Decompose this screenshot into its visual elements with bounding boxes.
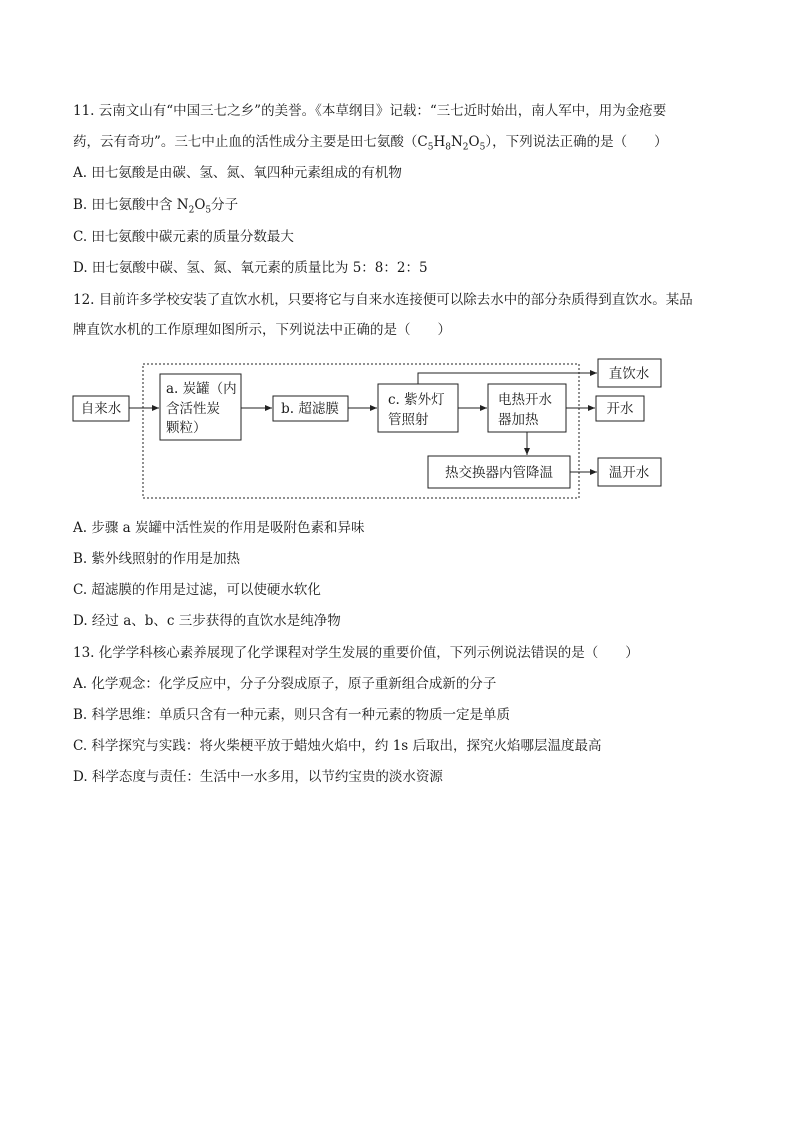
formula-subscript: 5: [479, 142, 486, 153]
option-text: B. 田七氨酸中含 N: [73, 197, 189, 213]
boiled-water-label: 开水: [606, 401, 634, 417]
q11-option-a: A. 田七氨酸是由碳、氢、氮、氧四种元素组成的有机物: [73, 165, 402, 181]
formula-subscript: 8: [445, 142, 451, 153]
formula-subscript: 2: [462, 142, 469, 153]
q11-stem-text: 药，云有奇功”。三七中止血的活性成分主要是田七氨酸（C: [73, 134, 428, 150]
direct-water-label: 直饮水: [608, 366, 650, 382]
electric-heater-label-2: 器加热: [498, 412, 539, 428]
uv-lamp-label-2: 管照射: [388, 412, 429, 428]
formula-subscript: 5: [205, 205, 212, 216]
q11-stem-text-end: ），下列说法正确的是（ ）: [485, 134, 668, 150]
q12-option-c: C. 超滤膜的作用是过滤，可以使硬水软化: [73, 582, 321, 598]
q13-option-a: A. 化学观念：化学反应中，分子分裂成原子，原子重新组合成新的分子: [73, 676, 497, 692]
q11-option-d: D. 田七氨酸中碳、氢、氮、氧元素的质量比为 5：8：2：5: [73, 260, 428, 276]
q11-stem-line1: 11. 云南文山有“中国三七之乡”的美誉。《本草纲目》记载：“三七近时始出，南人军中，用为金疮要: [73, 103, 667, 119]
formula-element: H: [433, 134, 446, 150]
formula-subscript: 2: [188, 205, 195, 216]
q12-option-b: B. 紫外线照射的作用是加热: [73, 551, 241, 567]
arrow-uv-to-direct: [418, 373, 597, 384]
q13-option-b: B. 科学思维：单质只含有一种元素，则只含有一种元素的物质一定是单质: [73, 707, 511, 723]
q13-option-d: D. 科学态度与责任：生活中一水多用，以节约宝贵的淡水资源: [73, 769, 443, 785]
q12-option-d: D. 经过 a、b、c 三步获得的直饮水是纯净物: [73, 613, 341, 629]
ultrafiltration-label: b. 超滤膜: [281, 401, 339, 417]
carbon-tank-label-3: 颗粒）: [166, 420, 207, 436]
q13-option-c: C. 科学探究与实践：将火柴梗平放于蜡烛火焰中，约 1s 后取出，探究火焰哪层温度最高: [73, 738, 602, 754]
q11-option-c: C. 田七氨酸中碳元素的质量分数最大: [73, 229, 294, 245]
option-text-end: 分子: [211, 197, 239, 213]
q12-stem-line1: 12. 目前许多学校安装了直饮水机，只要将它与自来水连接便可以除去水中的部分杂质得到直饮水。某品: [73, 292, 693, 308]
q12-stem-line2: 牌直饮水机的工作原理如图所示，下列说法中正确的是（ ）: [73, 322, 451, 338]
tap-water-label: 自来水: [80, 401, 122, 417]
formula-element: O: [468, 134, 480, 150]
electric-heater-label-1: 电热开水: [498, 392, 552, 408]
uv-lamp-label-1: c. 紫外灯: [388, 392, 445, 408]
formula-element: N: [450, 134, 463, 150]
q12-option-a: A. 步骤 a 炭罐中活性炭的作用是吸附色素和异味: [73, 520, 365, 536]
formula-subscript: 5: [427, 142, 434, 153]
warm-water-label: 温开水: [608, 465, 650, 481]
carbon-tank-label-2: 含活性炭: [166, 401, 220, 417]
heat-exchanger-label: 热交换器内管降温: [445, 465, 553, 481]
q13-stem: 13. 化学学科核心素养展现了化学课程对学生发展的重要价值，下列示例说法错误的是（ ）: [73, 645, 639, 661]
carbon-tank-label-1: a. 炭罐（内: [166, 381, 237, 397]
formula-element: O: [194, 197, 206, 213]
